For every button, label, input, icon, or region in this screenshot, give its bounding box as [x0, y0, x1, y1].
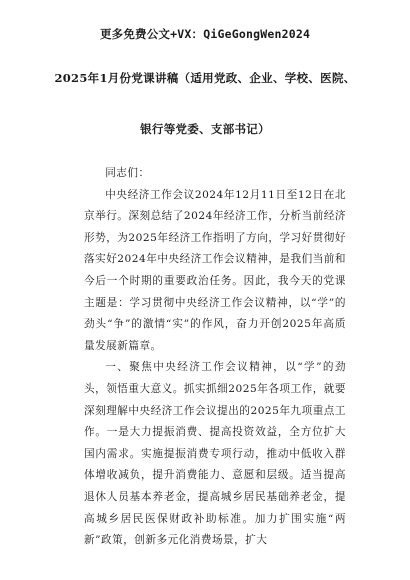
- body-paragraph: 一、聚焦中央经济工作会议精神，以“学”的劲头，领悟重大意义。抓实抓细2025年各项工作，就要深刻理解中央经济工作会议提出的2025年九项重点工作。一是大力提振消费、提高投资效益，全方位扩大国内需求。实施提振消费专项行动，推动中低收入群体增收减负，提升消费能力、意愿和层级。适当提高退休人员基本养老金，提高城乡居民基础养老金，提高城乡居民医保财政补助标准。加力扩围实施“两新”政策，创新多元化消费场景，扩大: [84, 361, 346, 547]
- document-title-line-1: 2025年1月份党课讲稿（适用党政、企业、学校、医院、: [54, 71, 356, 85]
- promo-header: 更多免费公文+VX：QiGeGongWen2024: [99, 27, 311, 41]
- salutation: 同志们：: [105, 167, 150, 179]
- document-title-line-2: 银行等党委、支部书记）: [140, 122, 270, 136]
- document-body: [84, 163, 346, 552]
- body-paragraph: 中央经济工作会议2024年12月11日至12日在北京举行。深刻总结了2024年经济工作，分析当前经济形势，为2025年经济工作指明了方向，学习好贯彻好落实好2024年中央经济工作会议精神，是我们当前和今后一个时期的重要政治任务。因此，我今天的党课主题是：学习贯彻中央经济工作会议精神，以“学”的劲头“争”的激情“实”的作风，奋力开创2025年高质量发展新篇章。: [84, 188, 346, 352]
